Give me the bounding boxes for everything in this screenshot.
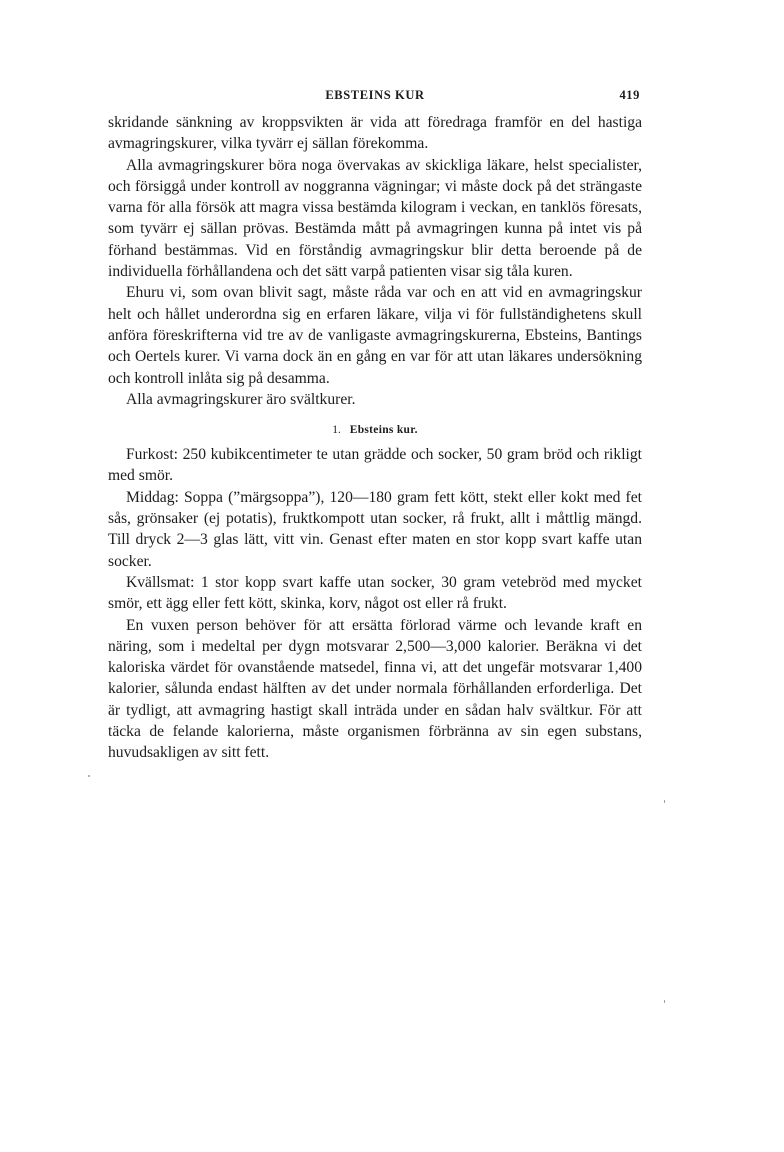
margin-speck <box>664 1000 665 1003</box>
running-title: EBSTEINS KUR <box>325 88 425 102</box>
paragraph-calories: En vuxen person behöver för att ersätta förlorad värme och levande kraft en näring, som i medeltal per dygn motsvarar 2,500—3,000 kalorier. Beräkna vi det kaloriska värdet för ovanstående matsedel, finna vi, att det ungefär motsvarar 1,400 kalorier, sålunda endast hälften av det under normala förhållanden erforderliga. Det är tydligt, att avmagring hastigt skall inträda under en sådan halv svältkur. För att täcka de felande kalorierna, måste organismen förbränna av sin egen substans, huvudsakligen av sitt fett. <box>108 616 642 762</box>
section-title: Ebsteins kur. <box>349 424 418 437</box>
margin-speck <box>664 800 665 803</box>
margin-speck <box>88 775 90 777</box>
body-text <box>108 112 642 764</box>
paragraph-three-cures: Ehuru vi, som ovan blivit sagt, måste råda var och en att vid en avmagringskur helt och hållet underordna sig en erfaren läkare, vilja vi för fullständighetens skull anföra föreskrifterna vid tre av de vanligaste avmagringskurerna, Ebsteins, Bantings och Oertels kurer. Vi varna dock än en gång en var för att utan läkares undersökning och kontroll inlåta sig på desamma. <box>108 284 642 387</box>
paragraph-supper: Kvällsmat: 1 stor kopp svart kaffe utan socker, 30 gram vetebröd med mycket smör, ett ägg eller fett kött, skinka, korv, något ost eller rå frukt. <box>108 573 642 613</box>
book-page <box>108 88 642 764</box>
paragraph-supervision: Alla avmagringskurer böra noga övervakas av skickliga läkare, helst specialister, och försiggå under kontroll av noggranna vägningar; vi måste dock på det strängaste varna för alla försök att magra vissa bestämda kilogram i veckan, en tanklös föresats, som tyvärr ej sällan prövas. Bestämda mått på avmagringen kunna på intet vis på förhand bestämmas. Vid en förståndig avmagringskur blir detta beroende på de individuella förhållandena och det sätt varpå patienten visar sig tåla kuren. <box>108 156 642 281</box>
paragraph-starvation: Alla avmagringskurer äro svältkurer. <box>126 390 356 408</box>
section-number: 1. <box>332 424 341 437</box>
paragraph-continued: skridande sänkning av kroppsvikten är vida att föredraga framför en del hastiga avmagringskurer, vilka tyvärr ej sällan förekomma. <box>108 114 642 153</box>
page-number: 419 <box>619 88 640 102</box>
running-head <box>108 88 642 112</box>
section-heading <box>108 422 642 438</box>
paragraph-dinner: Middag: Soppa (”märgsoppa”), 120—180 gram fett kött, stekt eller kokt med fet sås, grönsaker (ej potatis), fruktkompott utan socker, rå frukt, allt i måttlig mängd. Till dryck 2—3 glas lätt, vitt vin. Genast efter maten en stor kopp svart kaffe utan socker. <box>108 488 642 570</box>
paragraph-breakfast: Furkost: 250 kubikcentimeter te utan grädde och socker, 50 gram bröd och rikligt med smör. <box>108 446 642 485</box>
